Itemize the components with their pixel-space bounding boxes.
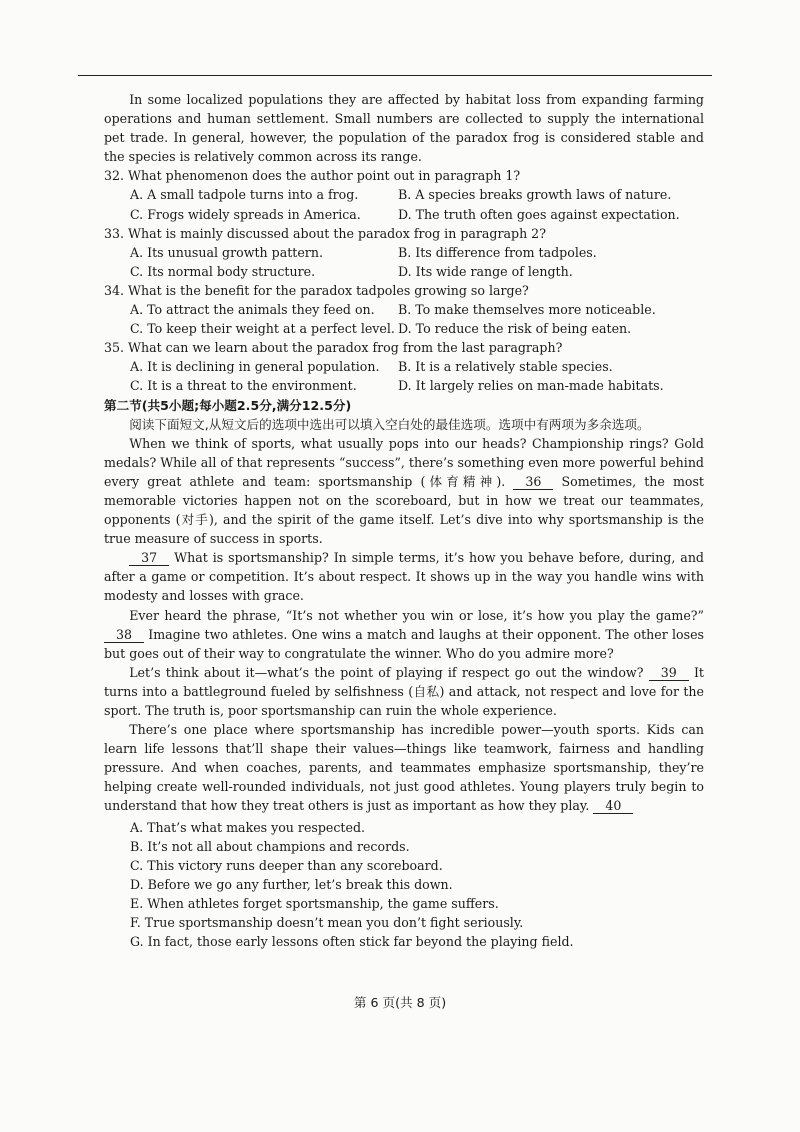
option-c: C. To keep their weight at a perfect level. <box>130 321 395 337</box>
cloze-paragraph-4 <box>104 663 704 720</box>
question-stem: 32. What phenomenon does the author point out in paragraph 1? <box>104 168 521 184</box>
question-options <box>104 300 704 338</box>
option-c: C. Frogs widely spreads in America. <box>130 206 361 222</box>
question-stem: 33. What is mainly discussed about the paradox frog in paragraph 2? <box>104 225 546 241</box>
choice-f: F. True sportsmanship doesn’t mean you don’t fight seriously. <box>130 915 524 931</box>
question-34 <box>104 281 704 338</box>
question-stem: 34. What is the benefit for the paradox tadpoles growing so large? <box>104 282 529 298</box>
choice-b: B. It’s not all about champions and records. <box>130 838 410 854</box>
header-rule <box>78 75 712 76</box>
blank-36: 36 <box>513 475 553 490</box>
choice-e: E. When athletes forget sportsmanship, the game suffers. <box>130 895 499 911</box>
blank-39: 39 <box>649 666 689 681</box>
question-options <box>104 243 704 281</box>
paragraph-text: Sometimes, the most memorable victories happen not on the scoreboard, but in how we treat our teammates, opponents (对手), and the spirit of the game itself. Let’s dive into why sportsmanship is the true measure of success in sports. <box>104 473 704 547</box>
paragraph-text: Let’s think about it—what’s the point of playing if respect go out the window? <box>129 664 644 680</box>
paragraph-text: It turns into a battleground fueled by selfishness (自私) and attack, not respect and love for the sport. The truth is, poor sportsmanship can ruin the whole experience. <box>104 664 704 718</box>
section-2-title: 第二节(共5小题;每小题2.5分,满分12.5分) <box>104 397 352 413</box>
paragraph-text: Imagine two athletes. One wins a match and laughs at their opponent. The other loses but goes out of their way to congratulate the winner. Who do you admire more? <box>104 626 704 661</box>
question-33 <box>104 224 704 281</box>
option-b: B. It is a relatively stable species. <box>398 359 613 375</box>
choice-g: G. In fact, those early lessons often stick far beyond the playing field. <box>130 934 574 950</box>
option-b: B. Its difference from tadpoles. <box>398 244 597 260</box>
question-options <box>104 357 704 395</box>
option-d: D. To reduce the risk of being eaten. <box>398 321 632 337</box>
option-a: A. To attract the animals they feed on. <box>130 302 375 318</box>
blank-38: 38 <box>104 628 144 643</box>
option-d: D. Its wide range of length. <box>398 263 573 279</box>
option-c: C. It is a threat to the environment. <box>130 378 357 394</box>
cloze-paragraph-2 <box>104 548 704 605</box>
passage-last-paragraph: In some localized populations they are affected by habitat loss from expanding farming operations and human settlement. Small numbers are collected to supply the international pet trade. In general, however, the population of the paradox frog is considered stable and the species is relatively common across its range. <box>104 92 704 165</box>
option-d: D. The truth often goes against expectation. <box>398 206 680 222</box>
option-d: D. It largely relies on man-made habitats. <box>398 378 664 394</box>
paragraph-text: There’s one place where sportsmanship has incredible power—youth sports. Kids can learn life lessons that’ll shape their values—things like teamwork, fairness and handling pressure. And when coaches, parents, and teammates emphasize sportsmanship, they’re helping create well-rounded individuals, not just good athletes. Young players truly begin to understand that how they treat others is just as important as how they play. <box>104 722 704 814</box>
question-options <box>104 185 704 223</box>
option-b: B. A species breaks growth laws of nature. <box>398 187 672 203</box>
page-content <box>104 90 704 951</box>
cloze-paragraph-1 <box>104 434 704 549</box>
paragraph-text: What is sportsmanship? In simple terms, it’s how you behave before, during, and after a game or competition. It’s about respect. It shows up in the way you handle wins with modesty and losses with grace. <box>104 550 704 604</box>
question-35 <box>104 338 704 395</box>
choice-d: D. Before we go any further, let’s break this down. <box>130 876 453 892</box>
option-a: A. Its unusual growth pattern. <box>130 244 323 260</box>
blank-37: 37 <box>129 551 169 566</box>
option-a: A. A small tadpole turns into a frog. <box>130 187 359 203</box>
section-2-instruction: 阅读下面短文,从短文后的选项中选出可以填入空白处的最佳选项。选项中有两项为多余选项。 <box>129 416 650 432</box>
paragraph-text: Ever heard the phrase, “It’s not whether you win or lose, it’s how you play the game?” <box>129 607 704 623</box>
question-32 <box>104 166 704 223</box>
question-stem: 35. What can we learn about the paradox frog from the last paragraph? <box>104 340 563 356</box>
page-number: 第 6 页(共 8 页) <box>353 995 447 1010</box>
choice-a: A. That’s what makes you respected. <box>130 819 366 835</box>
paragraph-text: When we think of sports, what usually pops into our heads? Championship rings? Gold medals? While all of that represents “success”, there’s something even more powerful behind every great athlete and team: sportsmanship (体育精神). <box>104 435 704 489</box>
cloze-choices <box>104 818 704 952</box>
cloze-paragraph-5 <box>104 720 704 815</box>
choice-c: C. This victory runs deeper than any scoreboard. <box>130 857 443 873</box>
option-c: C. Its normal body structure. <box>130 263 316 279</box>
option-a: A. It is declining in general population. <box>130 359 380 375</box>
blank-40: 40 <box>593 799 633 814</box>
cloze-paragraph-3 <box>104 606 704 663</box>
option-b: B. To make themselves more noticeable. <box>398 302 656 318</box>
